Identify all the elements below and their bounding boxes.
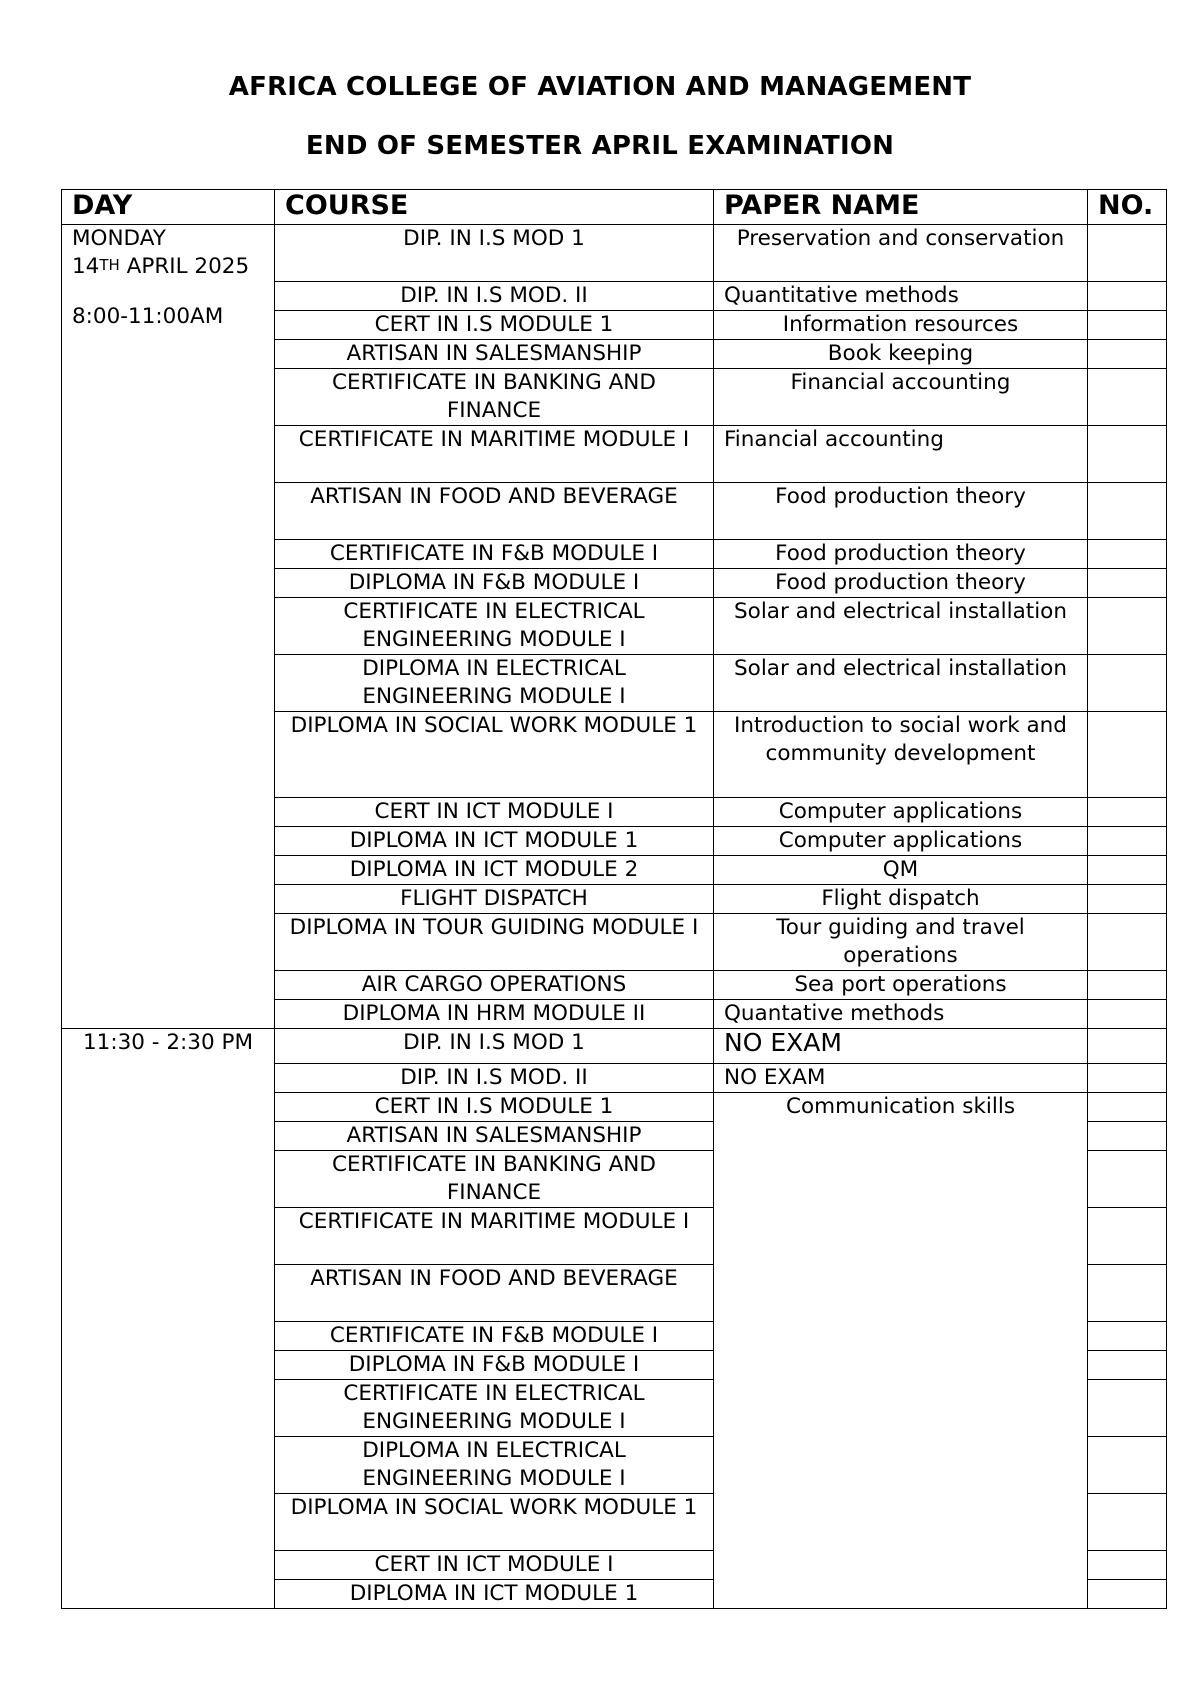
course-cell: CERTIFICATE IN MARITIME MODULE I (275, 426, 714, 483)
no-cell (1088, 1380, 1167, 1437)
paper-name-cell: Book keeping (714, 340, 1088, 369)
paper-name-cell: Quantative methods (714, 1000, 1088, 1029)
no-cell (1088, 1322, 1167, 1351)
course-cell: DIPLOMA IN TOUR GUIDING MODULE I (275, 914, 714, 971)
course-cell: CERTIFICATE IN BANKING AND FINANCE (275, 369, 714, 426)
no-cell (1088, 655, 1167, 712)
paper-name-cell: NO EXAM (714, 1064, 1088, 1093)
no-cell (1088, 1351, 1167, 1380)
paper-name-cell: Food production theory (714, 483, 1088, 540)
no-cell (1088, 1208, 1167, 1265)
paper-name-cell: Financial accounting (714, 369, 1088, 426)
day-name: MONDAY (72, 226, 166, 251)
paper-name-cell: Computer applications (714, 827, 1088, 856)
course-cell: DIPLOMA IN ELECTRICAL ENGINEERING MODULE I (275, 1437, 714, 1494)
no-cell (1088, 426, 1167, 483)
no-cell (1088, 340, 1167, 369)
course-cell: DIPLOMA IN SOCIAL WORK MODULE 1 (275, 712, 714, 798)
paper-name-cell: Tour guiding and travel operations (714, 914, 1088, 971)
header-course: COURSE (275, 190, 714, 225)
course-cell: DIPLOMA IN ELECTRICAL ENGINEERING MODULE I (275, 655, 714, 712)
exam-timetable (61, 189, 1167, 1609)
course-cell: CERT IN ICT MODULE I (275, 798, 714, 827)
no-cell (1088, 1437, 1167, 1494)
no-cell (1088, 598, 1167, 655)
paper-name-cell: Preservation and conservation (714, 225, 1088, 282)
exam-title: END OF SEMESTER APRIL EXAMINATION (305, 131, 895, 161)
no-cell (1088, 885, 1167, 914)
course-cell: DIPLOMA IN ICT MODULE 2 (275, 856, 714, 885)
no-cell (1088, 369, 1167, 426)
paper-name-cell: Solar and electrical installation (714, 655, 1088, 712)
date-day: 14 (72, 254, 100, 279)
no-cell (1088, 914, 1167, 971)
no-cell (1088, 282, 1167, 311)
course-cell: CERTIFICATE IN MARITIME MODULE I (275, 1208, 714, 1265)
table-row (62, 225, 1167, 282)
course-cell: DIPLOMA IN ICT MODULE 1 (275, 1580, 714, 1609)
paper-name-cell: NO EXAM (714, 1029, 1088, 1064)
no-cell (1088, 1551, 1167, 1580)
course-cell: CERTIFICATE IN ELECTRICAL ENGINEERING MODULE I (275, 1380, 714, 1437)
no-cell (1088, 311, 1167, 340)
paper-name-cell: Information resources (714, 311, 1088, 340)
timetable-body (62, 225, 1167, 1609)
header-day: DAY (62, 190, 275, 225)
no-cell (1088, 1093, 1167, 1122)
course-cell: DIPLOMA IN F&B MODULE I (275, 569, 714, 598)
date-month-year: APRIL 2025 (126, 254, 250, 279)
exam-date (72, 253, 264, 281)
course-cell: CERTIFICATE IN ELECTRICAL ENGINEERING MODULE I (275, 598, 714, 655)
header-row (62, 190, 1167, 225)
no-cell (1088, 1265, 1167, 1322)
no-cell (1088, 1000, 1167, 1029)
institution-title: AFRICA COLLEGE OF AVIATION AND MANAGEMENT (228, 72, 972, 102)
paper-name-cell: Flight dispatch (714, 885, 1088, 914)
no-cell (1088, 569, 1167, 598)
course-cell: ARTISAN IN SALESMANSHIP (275, 340, 714, 369)
paper-name-cell: Financial accounting (714, 426, 1088, 483)
paper-name-cell: Computer applications (714, 798, 1088, 827)
course-cell: DIPLOMA IN SOCIAL WORK MODULE 1 (275, 1494, 714, 1551)
course-cell: CERTIFICATE IN BANKING AND FINANCE (275, 1151, 714, 1208)
no-cell (1088, 856, 1167, 885)
no-cell (1088, 827, 1167, 856)
course-cell: DIPLOMA IN ICT MODULE 1 (275, 827, 714, 856)
paper-name-cell: Quantitative methods (714, 282, 1088, 311)
table-row (62, 1029, 1167, 1064)
no-cell (1088, 1151, 1167, 1208)
course-cell: DIP. IN I.S MOD. II (275, 1064, 714, 1093)
paper-name-cell: QM (714, 856, 1088, 885)
date-suffix: TH (99, 256, 120, 274)
no-cell (1088, 540, 1167, 569)
course-cell: AIR CARGO OPERATIONS (275, 971, 714, 1000)
no-cell (1088, 712, 1167, 798)
course-cell: DIPLOMA IN HRM MODULE II (275, 1000, 714, 1029)
session-time-cell: 11:30 - 2:30 PM (62, 1029, 275, 1609)
course-cell: CERT IN ICT MODULE I (275, 1551, 714, 1580)
no-cell (1088, 483, 1167, 540)
session-time: 8:00-11:00AM (72, 304, 224, 329)
no-cell (1088, 1122, 1167, 1151)
course-cell: CERT IN I.S MODULE 1 (275, 1093, 714, 1122)
course-cell: FLIGHT DISPATCH (275, 885, 714, 914)
no-cell (1088, 1029, 1167, 1064)
course-cell: CERT IN I.S MODULE 1 (275, 311, 714, 340)
course-cell: DIP. IN I.S MOD 1 (275, 1029, 714, 1064)
paper-name-cell: Food production theory (714, 569, 1088, 598)
header-paper-name: PAPER NAME (714, 190, 1088, 225)
header-no: NO. (1088, 190, 1167, 225)
paper-name-cell: Solar and electrical installation (714, 598, 1088, 655)
no-cell (1088, 225, 1167, 282)
paper-name-cell: Introduction to social work and community development (714, 712, 1088, 798)
course-cell: ARTISAN IN FOOD AND BEVERAGE (275, 1265, 714, 1322)
course-cell: CERTIFICATE IN F&B MODULE I (275, 540, 714, 569)
session-day-cell (62, 225, 275, 1029)
no-cell (1088, 1580, 1167, 1609)
course-cell: CERTIFICATE IN F&B MODULE I (275, 1322, 714, 1351)
course-cell: DIP. IN I.S MOD. II (275, 282, 714, 311)
no-cell (1088, 798, 1167, 827)
course-cell: ARTISAN IN FOOD AND BEVERAGE (275, 483, 714, 540)
course-cell: ARTISAN IN SALESMANSHIP (275, 1122, 714, 1151)
no-cell (1088, 971, 1167, 1000)
no-cell (1088, 1494, 1167, 1551)
course-cell: DIPLOMA IN F&B MODULE I (275, 1351, 714, 1380)
paper-name-cell: Communication skills (714, 1093, 1088, 1609)
course-cell: DIP. IN I.S MOD 1 (275, 225, 714, 282)
no-cell (1088, 1064, 1167, 1093)
paper-name-cell: Sea port operations (714, 971, 1088, 1000)
paper-name-cell: Food production theory (714, 540, 1088, 569)
